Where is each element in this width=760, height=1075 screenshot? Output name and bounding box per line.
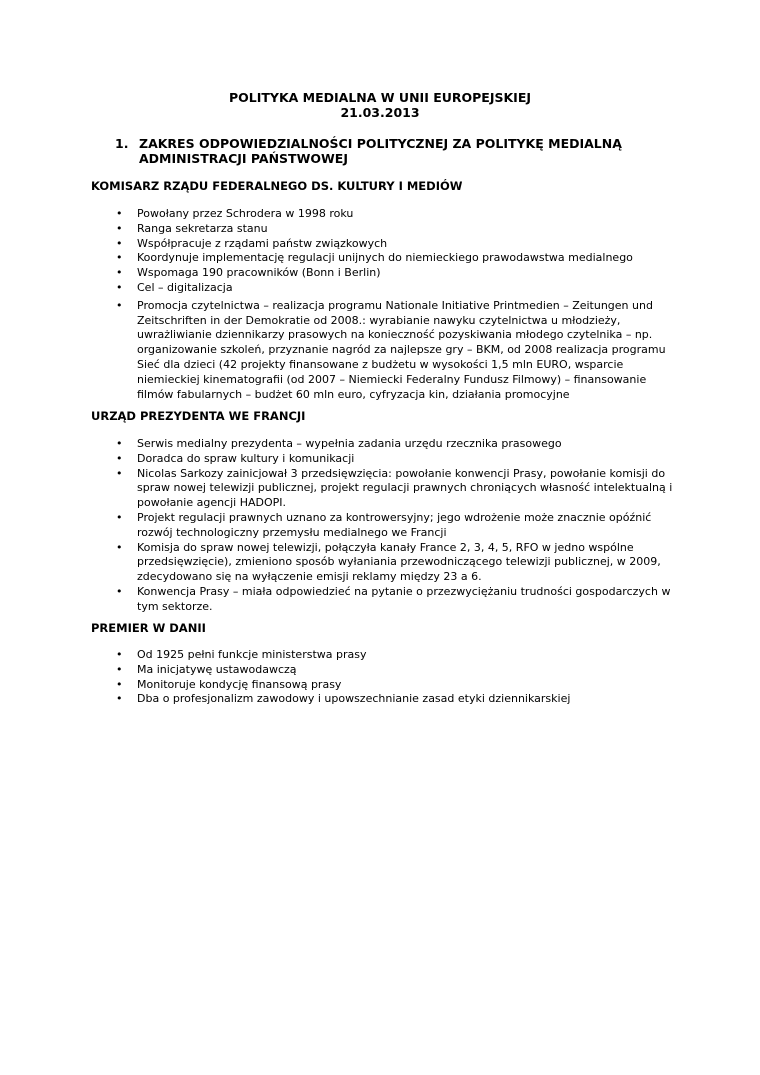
bullet-icon: • [116, 540, 123, 554]
section-heading-premier-danii: PREMIER W DANII [91, 621, 206, 635]
bullet-icon: • [116, 437, 123, 450]
document-title [0, 90, 760, 120]
list-item [116, 222, 676, 237]
list-item [116, 452, 676, 467]
list-item-text: Koordynuje implementację regulacji unijnych do niemieckiego prawodawstwa medialnego [137, 251, 633, 265]
list-item-text: Serwis medialny prezydenta – wypełnia zadania urzędu rzecznika prasowego [137, 437, 562, 450]
section-heading-urzad-prezydenta: URZĄD PREZYDENTA WE FRANCJI [91, 409, 306, 423]
list-item [116, 692, 676, 707]
bullet-icon: • [116, 251, 123, 265]
list-item-text: Od 1925 pełni funkcje ministerstwa prasy [137, 648, 367, 661]
bullet-icon: • [116, 236, 123, 250]
bullet-list-urzad-prezydenta [116, 437, 676, 615]
list-item [116, 541, 676, 585]
bullet-icon: • [116, 584, 123, 598]
bullet-icon: • [116, 298, 123, 312]
bullet-icon: • [116, 510, 123, 524]
heading-1-number: 1. [115, 136, 129, 151]
list-item [116, 678, 676, 693]
list-item-text: Projekt regulacji prawnych uznano za kontrowersyjny; jego wdrożenie może znacznie opóźnić rozwój technologiczny przemysłu medialnego we Francji [137, 510, 652, 539]
list-item-text: Ma inicjatywę ustawodawczą [137, 662, 297, 676]
list-item [116, 266, 676, 281]
title-date: 21.03.2013 [340, 105, 420, 120]
list-item [116, 648, 676, 663]
list-item-text: Komisja do spraw nowej telewizji, połączyła kanały France 2, 3, 4, 5, RFO w jedno wspólne przedsięwzięcie), zmieniono sposób wyłaniania przewodniczącego telewizji publicznej, w 2009, zdecydowano się na wyłączenie emisji reklamy między 23 a 6. [137, 540, 661, 584]
bullet-list-premier-danii [116, 648, 676, 707]
bullet-icon: • [116, 207, 123, 220]
list-item [116, 585, 676, 615]
title-text: POLITYKA MEDIALNA W UNII EUROPEJSKIEJ [228, 90, 532, 105]
list-item-text: Dba o profesjonalizm zawodowy i upowszechnianie zasad etyki dziennikarskiej [137, 692, 571, 706]
list-item [116, 207, 676, 222]
list-item-text: Promocja czytelnictwa – realizacja programu Nationale Initiative Printmedien – Zeitungen und Zeitschriften in der Demokratie od 2008.: wyrabianie nawyku czytelnictwa u młodzieży, uwrażliwianie dziennikarzy prasowych na konieczność pozyskiwania młodego czytelnika – np. organizowanie szkoleń, przyznanie nagród za najlepsze gry – BKM, od 2008 realizacja programu Sieć dla dzieci (42 projekty finansowane z budżetu w wysokości 1,5 mln EURO, wsparcie niemieckiej kinematografii (od 2007 – Niemiecki Federalny Fundusz Filmowy) – finansowanie filmów fabularnych – budżet 60 mln euro, cyfryzacja kin, działania promocyjne [137, 298, 666, 401]
bullet-icon: • [116, 451, 123, 465]
list-item-text: Nicolas Sarkozy zainicjował 3 przedsięwzięcia: powołanie konwencji Prasy, powołanie komisji do spraw nowej telewizji publicznej, projekt regulacji prawnych chroniących własność intelektualną i powołanie agencji HADOPI. [137, 466, 673, 510]
list-item-text: Współpracuje z rządami państw związkowych [137, 236, 388, 250]
list-item [116, 299, 676, 403]
list-item-text: Ranga sekretarza stanu [137, 221, 268, 235]
list-item-text: Wspomaga 190 pracowników (Bonn i Berlin) [137, 266, 381, 280]
list-item-text: Monitoruje kondycję finansową prasy [137, 677, 342, 691]
list-item-text: Powołany przez Schrodera w 1998 roku [137, 207, 354, 220]
bullet-icon: • [116, 221, 123, 235]
heading-1 [115, 136, 675, 166]
section-heading-komisarz: KOMISARZ RZĄDU FEDERALNEGO DS. KULTURY I MEDIÓW [91, 179, 463, 193]
bullet-icon: • [116, 280, 123, 294]
list-item [116, 237, 676, 252]
bullet-icon: • [116, 677, 123, 691]
heading-1-text: ZAKRES ODPOWIEDZIALNOŚCI POLITYCZNEJ ZA POLITYKĘ MEDIALNĄ ADMINISTRACJI PAŃSTWOWEJ [139, 136, 622, 166]
list-item [116, 281, 676, 296]
list-item-text: Cel – digitalizacja [137, 280, 233, 294]
list-item [116, 437, 676, 452]
list-item [116, 511, 676, 541]
bullet-icon: • [116, 266, 123, 280]
bullet-icon: • [116, 662, 123, 676]
bullet-icon: • [116, 648, 123, 661]
list-item [116, 467, 676, 511]
bullet-icon: • [116, 466, 123, 480]
list-item [116, 251, 676, 266]
list-item-text: Konwencja Prasy – miała odpowiedzieć na pytanie o przezwyciężaniu trudności gospodarczych w tym sektorze. [137, 584, 671, 613]
bullet-list-komisarz [116, 207, 676, 402]
list-item [116, 663, 676, 678]
bullet-icon: • [116, 692, 123, 706]
list-item-text: Doradca do spraw kultury i komunikacji [137, 451, 355, 465]
